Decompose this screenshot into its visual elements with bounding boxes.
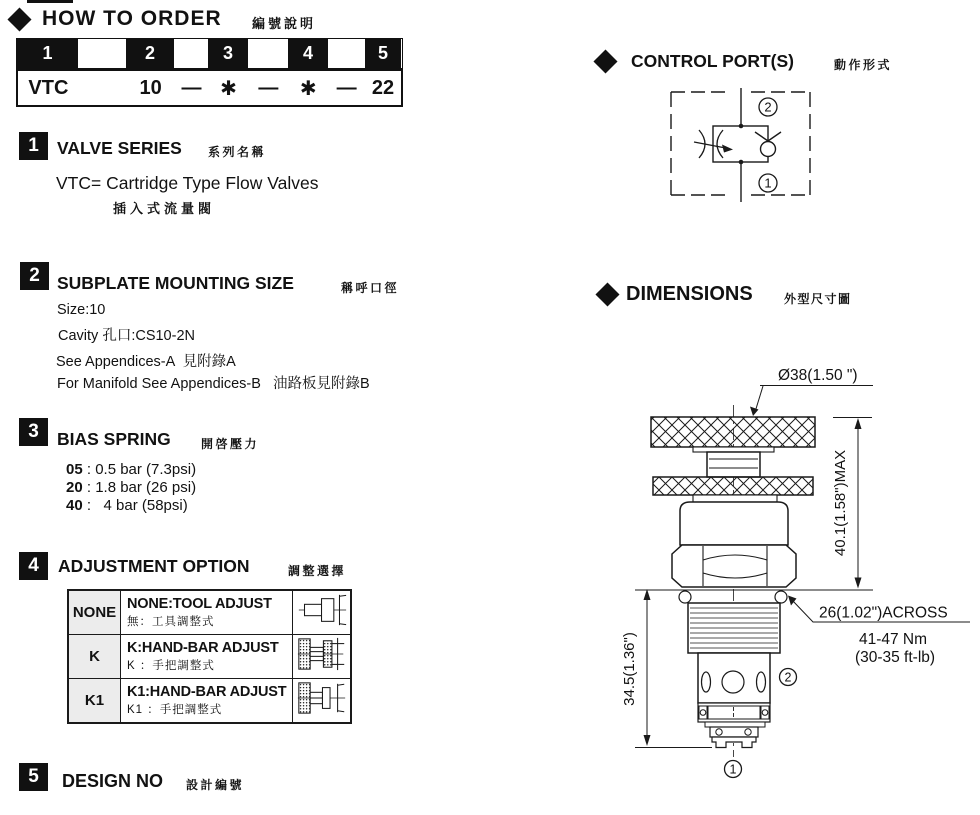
order-code-value-row bbox=[16, 69, 403, 107]
subplate-appendices-a-line: See Appendices-A 見附錄A bbox=[56, 354, 236, 370]
order-val-dash: — bbox=[336, 76, 357, 99]
knob-dia-label: Ø38(1.50 ") bbox=[778, 367, 858, 384]
valve-series-title-zh: 系列名稱 bbox=[208, 145, 267, 159]
control-ports-title: CONTROL PORT(S) bbox=[631, 51, 795, 71]
adjustment-desc-en: K:HAND-BAR ADJUST bbox=[127, 640, 279, 656]
hand-bar-adjust-k1-icon bbox=[293, 679, 352, 724]
torque-ftlb-label: (30-35 ft-lb) bbox=[854, 649, 936, 666]
valve-body bbox=[680, 502, 788, 545]
order-gap bbox=[78, 39, 126, 68]
subplate-cavity-line: Cavity 孔口:CS10-2N bbox=[58, 328, 195, 344]
order-pos-2: 2 bbox=[126, 39, 174, 68]
valve-series-desc: VTC= Cartridge Type Flow Valves bbox=[56, 173, 319, 193]
adjustment-row-k bbox=[68, 635, 351, 679]
order-pos-4: 4 bbox=[288, 39, 328, 68]
adjustment-code: NONE bbox=[68, 590, 121, 635]
adjustment-row-k1 bbox=[68, 679, 351, 724]
bias-option-40-code: 40 bbox=[66, 497, 83, 514]
bias-option-40 bbox=[66, 497, 188, 514]
adjustment-code: K1 bbox=[68, 679, 121, 724]
subplate-size-line: Size:10 bbox=[57, 302, 106, 318]
order-pos-5: 5 bbox=[365, 39, 401, 68]
knurled-knob bbox=[651, 417, 815, 447]
knob-dia-arrow bbox=[750, 407, 759, 417]
order-val-gap bbox=[79, 71, 127, 105]
order-val-size: 10 bbox=[139, 76, 162, 99]
adjustment-row-none bbox=[68, 590, 351, 635]
across-flats-label: 26(1.02")ACROSS bbox=[819, 604, 948, 622]
design-no-title-zh: 設計編號 bbox=[186, 778, 245, 792]
design-no-title: DESIGN NO bbox=[62, 771, 164, 791]
order-pos-3: 3 bbox=[208, 39, 248, 68]
valve-series-title: VALVE SERIES bbox=[57, 138, 182, 158]
torque-nm-label: 41-47 Nm bbox=[858, 631, 928, 648]
bias-option-20 bbox=[66, 479, 196, 496]
o-ring bbox=[775, 591, 787, 603]
dimensions-title: DIMENSIONS bbox=[626, 283, 753, 305]
adjustment-desc-zh: K ：手把調整式 bbox=[127, 660, 215, 672]
bias-option-20-desc: : 1.8 bar (26 psi) bbox=[82, 479, 197, 496]
tool-adjust-icon bbox=[293, 590, 352, 635]
bias-spring-title: BIAS SPRING bbox=[57, 429, 171, 449]
control-ports-title-zh: 動作形式 bbox=[834, 58, 893, 72]
cartridge-length-label: 34.5(1.36") bbox=[621, 632, 638, 706]
order-pos-1: 1 bbox=[17, 39, 78, 68]
dim-port-2-label: 2 bbox=[784, 670, 792, 685]
bias-option-05 bbox=[66, 461, 196, 478]
order-gap bbox=[174, 39, 208, 68]
subplate-appendices-b-line: For Manifold See Appendices-B 油路板見附錄B bbox=[57, 376, 370, 392]
valve-dimension-drawing bbox=[620, 360, 980, 790]
order-code-table bbox=[16, 38, 403, 107]
section-2-badge: 2 bbox=[20, 262, 49, 290]
hand-bar-adjust-icon bbox=[293, 635, 352, 679]
order-val-dash: — bbox=[258, 76, 279, 99]
section-3-badge: 3 bbox=[19, 418, 48, 446]
castellated-end bbox=[712, 737, 756, 748]
control-ports-diamond-icon bbox=[597, 53, 614, 70]
control-port-1-label: 1 bbox=[764, 175, 772, 191]
how-to-order-title-zh: 編號說明 bbox=[252, 16, 317, 31]
adjustment-desc bbox=[121, 635, 293, 679]
scan-artifact bbox=[27, 0, 73, 3]
height-max-label: 40.1(1.58")MAX bbox=[832, 449, 849, 557]
dimensions-title-zh: 外型尺寸圖 bbox=[784, 292, 852, 306]
knurled-disc bbox=[653, 477, 813, 495]
adjustment-desc bbox=[121, 590, 293, 635]
adjustment-title-zh: 調整選擇 bbox=[288, 564, 347, 578]
adjustment-desc-en: K1:HAND-BAR ADJUST bbox=[127, 684, 287, 700]
adjustment-desc bbox=[121, 679, 293, 724]
adjustment-code: K bbox=[68, 635, 121, 679]
order-val-star: ✱ bbox=[299, 77, 317, 100]
bias-option-05-code: 05 bbox=[66, 461, 83, 478]
flow-arrow-icon bbox=[722, 145, 733, 153]
how-to-order-title: HOW TO ORDER bbox=[42, 7, 222, 30]
order-val-star: ✱ bbox=[220, 77, 237, 100]
adjustment-title: ADJUSTMENT OPTION bbox=[58, 556, 250, 576]
bias-option-05-desc: : 0.5 bar (7.3psi) bbox=[82, 461, 197, 478]
adjustment-desc-en: NONE:TOOL ADJUST bbox=[127, 596, 272, 612]
how-to-order-diamond-icon bbox=[11, 11, 28, 28]
adjustment-option-table bbox=[67, 589, 352, 724]
order-val-design: 22 bbox=[371, 76, 395, 99]
adjustment-desc-zh: 無：工具調整式 bbox=[127, 616, 215, 628]
o-ring bbox=[679, 591, 691, 603]
order-gap bbox=[328, 39, 365, 68]
hex-nut bbox=[672, 545, 796, 587]
section-1-badge: 1 bbox=[19, 132, 48, 160]
cartridge-body bbox=[698, 653, 770, 703]
subplate-title-zh: 稱呼口徑 bbox=[341, 281, 400, 295]
order-code-header-row bbox=[16, 38, 403, 69]
control-ports-symbol bbox=[663, 86, 817, 204]
bias-spring-title-zh: 開啓壓力 bbox=[201, 437, 260, 451]
dim-port-1-label: 1 bbox=[729, 762, 737, 777]
bias-option-20-code: 20 bbox=[66, 479, 83, 496]
order-val-series: VTC bbox=[28, 76, 69, 99]
control-port-2-label: 2 bbox=[764, 99, 772, 115]
valve-series-desc-zh: 插入式流量閥 bbox=[113, 201, 216, 216]
order-gap bbox=[248, 39, 288, 68]
section-4-badge: 4 bbox=[19, 552, 48, 580]
section-5-badge: 5 bbox=[19, 763, 48, 791]
adjustment-desc-zh: K1 ：手把調整式 bbox=[127, 704, 223, 716]
subplate-title: SUBPLATE MOUNTING SIZE bbox=[57, 273, 294, 293]
bias-option-40-desc: : 4 bar (58psi) bbox=[82, 497, 188, 514]
dimensions-diamond-icon bbox=[599, 286, 616, 303]
order-val-dash: — bbox=[181, 76, 202, 99]
